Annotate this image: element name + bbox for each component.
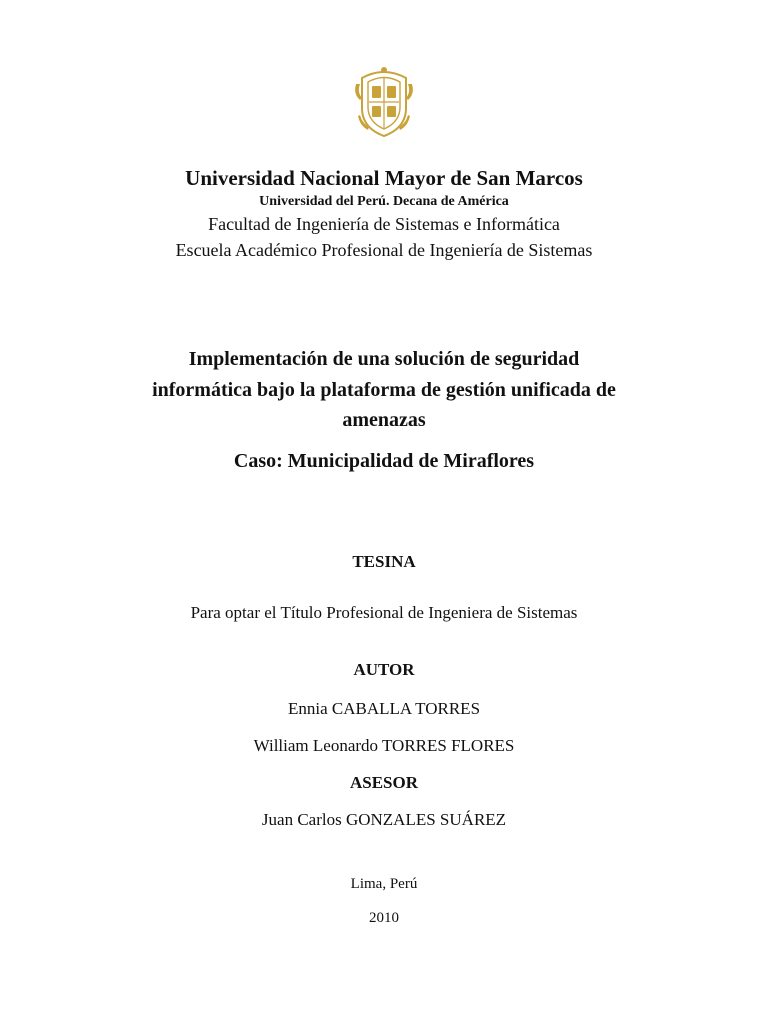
- thesis-title-line: informática bajo la plataforma de gestión unificada de: [152, 379, 616, 401]
- thesis-title-line: amenazas: [342, 409, 426, 431]
- author-heading: AUTOR: [353, 660, 415, 679]
- degree-purpose: Para optar el Título Profesional de Ingeniera de Sistemas: [190, 603, 578, 622]
- thesis-title-line: Implementación de una solución de seguridad: [188, 348, 580, 370]
- university-name: Universidad Nacional Mayor de San Marcos: [185, 166, 583, 190]
- advisor-name: Juan Carlos GONZALES SUÁREZ: [261, 810, 507, 829]
- school-name: Escuela Académico Profesional de Ingeniería de Sistemas: [175, 240, 593, 260]
- university-seal-icon: [354, 64, 414, 138]
- faculty-name: Facultad de Ingeniería de Sistemas e Informática: [208, 214, 560, 234]
- advisor-heading: ASESOR: [349, 773, 419, 792]
- document-type: TESINA: [352, 552, 416, 571]
- author-name: William Leonardo TORRES FLORES: [253, 736, 515, 755]
- author-name: Ennia CABALLA TORRES: [287, 699, 481, 718]
- university-subtitle: Universidad del Perú. Decana de América: [259, 194, 509, 209]
- thesis-case: Caso: Municipalidad de Miraflores: [233, 450, 535, 472]
- year: 2010: [369, 910, 399, 926]
- place: Lima, Perú: [350, 876, 418, 892]
